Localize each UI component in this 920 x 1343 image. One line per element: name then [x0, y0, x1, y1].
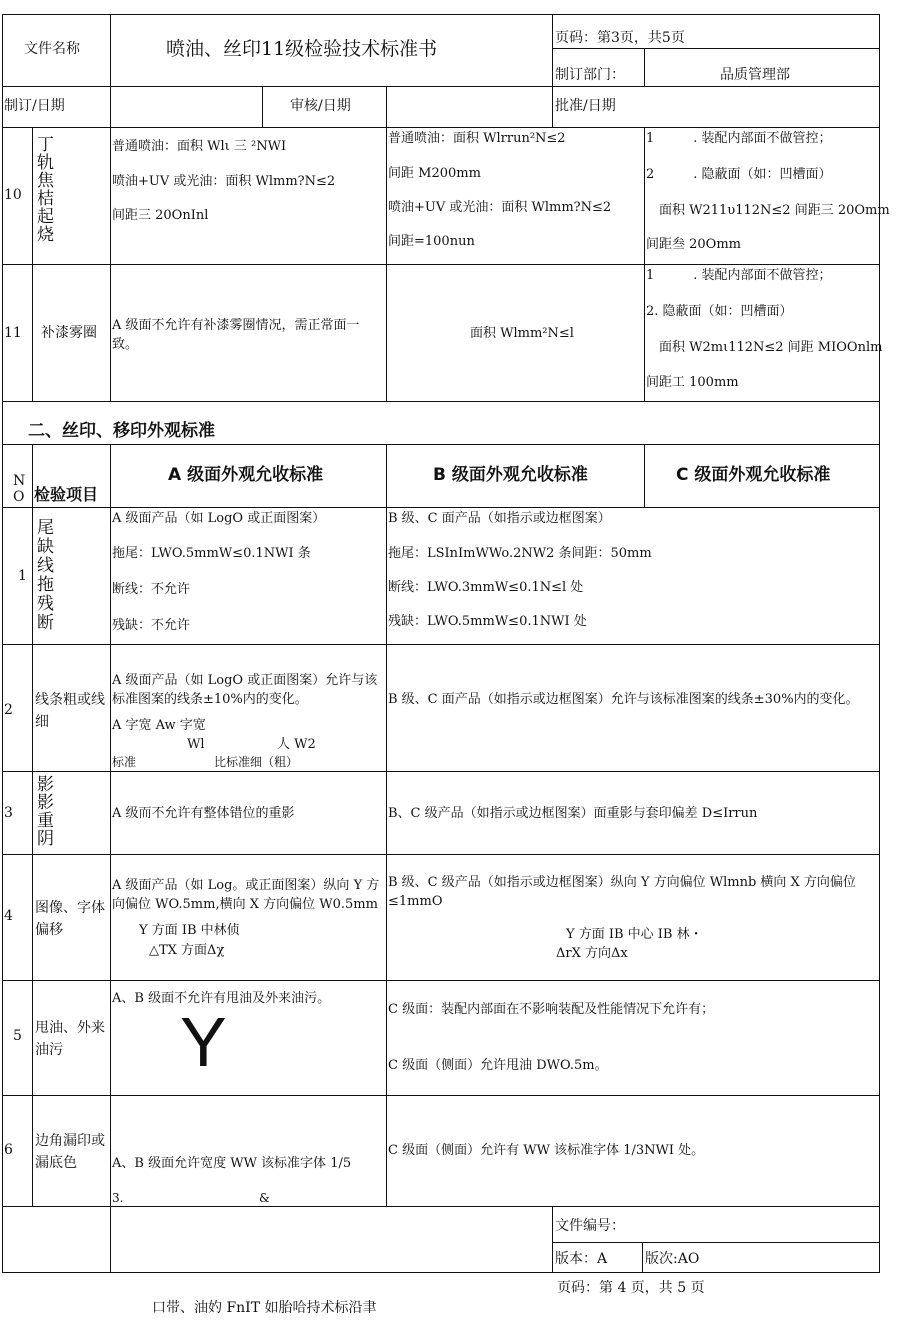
row-4-bc-text: B 级、C 级产品（如指示或边框图案）纵向 Y 方向偏位 Wlmnb 横向 X 方向偏位≤1mmO	[388, 875, 856, 909]
row-4-bc-sketch: Y 方面 IB 中心 IB 林・	[566, 927, 703, 942]
row-6-item: 边角漏印或漏底色	[35, 1133, 105, 1171]
row-5-y-mark: Y	[180, 1003, 227, 1081]
row-5-bc-line: C 级面（侧面）允许甩油 DWO.5m。	[388, 1058, 608, 1073]
row-4-a-sketch: △TX 方面Δχ	[149, 943, 225, 958]
review-label: 审核/日期	[290, 98, 351, 114]
row-3-no: 3	[4, 805, 13, 821]
row-2-no: 2	[4, 702, 13, 718]
document-title: 喷油、丝印11级检验技术标准书	[166, 38, 438, 60]
row-10-c-line: 2 . 隐蔽面（如：凹槽面）	[646, 167, 832, 182]
row-6-bc-text: C 级面（侧面）允许有 WW 该标准字体 1/3NWI 处。	[388, 1143, 705, 1158]
row-1-a-line: A 级面产品（如 LogO 或正面图案）	[112, 511, 326, 526]
revision-label: 版次:AO	[645, 1251, 700, 1267]
row-2-item: 线条粗或线细	[35, 692, 105, 730]
row-11-a-text: A 级面不允许有补漆雾圈情况，需正常面一致。	[112, 318, 360, 352]
row-5-bc-line: C 级面：装配内部面在不影响装配及性能情况下允许有；	[388, 1002, 715, 1017]
row-6-no: 6	[4, 1142, 13, 1158]
row-10-no: 10	[4, 187, 22, 203]
col-b-header: B 级面外观允收标准	[433, 465, 588, 485]
approve-label: 批准/日期	[555, 98, 616, 114]
row-2-bc-text: B 级、C 面产品（如指示或边框图案）允许与该标准图案的线条±30%内的变化。	[388, 692, 859, 707]
page-info-bottom: 页码：第 4 页，共 5 页	[557, 1280, 705, 1296]
row-5-item: 甩油、外来油污	[35, 1020, 105, 1058]
row-4-no: 4	[4, 908, 13, 924]
row-6-a-line: A、B 级面允许宽度 WW 该标准字体 1/5	[112, 1156, 352, 1171]
no-header-n: N	[13, 473, 26, 489]
row-4-bc-sketch: ΔrX 方向Δx	[556, 946, 628, 961]
row-1-a-line: 断线：不允许	[112, 582, 191, 597]
row-1-bc-line: 断线：LWO.3mmW≤0.1N≤l 处	[388, 580, 584, 595]
row-10-a-line: 喷油+UV 或光油：面积 Wlmm?N≤2	[112, 174, 336, 189]
row-5-no: 5	[13, 1028, 22, 1044]
row-10-b-line: 间距 M200mm	[388, 166, 481, 181]
dept-label: 制订部门：	[555, 67, 625, 83]
row-11-b-text: 面积 Wlmm²N≤l	[470, 326, 574, 341]
row-1-bc-line: 残缺：LWO.5mmW≤0.1NWI 处	[388, 614, 587, 629]
row-4-item: 图像、字体偏移	[35, 900, 105, 938]
made-by-label: 制订/日期	[4, 98, 65, 114]
version-label: 版本：A	[555, 1251, 608, 1267]
row-4-a-sketch: Y 方面 IB 中林侦	[139, 923, 240, 938]
row-2-a-sketch: 人 W2	[277, 737, 316, 752]
dept-value: 品质管理部	[720, 67, 790, 83]
section-2-title: 二、丝印、移印外观标准	[28, 421, 215, 441]
row-2-a-sketch: A 字宽 Aw 字宽	[112, 718, 206, 733]
row-2-a-sketch: 标准	[112, 755, 137, 769]
row-4-a-text: A 级面产品（如 Log。或正面图案）纵向 Y 方向偏位 WO.5mm,横向 X 方向偏位 W0.5mm	[112, 878, 380, 912]
row-11-c-line: 1 . 装配内部面不做管控；	[646, 268, 832, 283]
row-3-a-text: A 级而不允许有整体错位的重影	[112, 806, 295, 821]
row-11-item: 补漆雾圈	[41, 325, 97, 341]
no-header-o: O	[13, 489, 25, 505]
row-10-b-line: 普通喷油：面积 Wlrrun²N≤2	[388, 131, 566, 146]
row-11-c-line: 面积 W2mι112N≤2 间距 MIOOnlm	[646, 340, 883, 355]
row-11-no: 11	[4, 325, 22, 341]
row-10-c-line: 面积 W211υ112N≤2 间距三 20Omm	[646, 203, 890, 218]
row-1-a-line: 拖尾：LWO.5mmW≤0.1NWI 条	[112, 546, 311, 561]
row-1-bc-line: B 级、C 面产品（如指示或边框图案）	[388, 511, 611, 526]
row-5-a-text: A、B 级面不允许有甩油及外来油污。	[112, 991, 331, 1006]
row-1-a-line: 残缺：不允许	[112, 618, 191, 633]
row-11-c-line: 2. 隐蔽面（如：凹槽面）	[646, 304, 793, 319]
row-10-c-line: 1 . 装配内部面不做管控；	[646, 131, 832, 146]
file-name-label: 文件名称	[24, 41, 80, 57]
col-c-header: C 级面外观允收标准	[676, 465, 831, 485]
item-header: 检验项目	[34, 485, 99, 504]
row-2-a-text: A 级面产品（如 LogO 或正面图案）允许与该标准图案的线条±10%内的变化。	[112, 673, 378, 707]
row-1-bc-line: 拖尾：LSInImWWo.2NW2 条间距：50mm	[388, 546, 652, 561]
col-a-header: A 级面外观允收标准	[168, 465, 324, 485]
row-6-a-line: &	[259, 1191, 270, 1205]
page-info-top: 页码：第3页，共5页	[555, 30, 685, 46]
row-10-b-line: 喷油+UV 或光油：面积 Wlmm?N≤2	[388, 200, 612, 215]
row-10-b-line: 间距=100nun	[388, 234, 475, 249]
row-2-a-sketch: 比标准细（粗）	[214, 755, 299, 769]
row-11-c-line: 间距工 100mm	[646, 375, 739, 390]
row-3-bc-text: B、C 级产品（如指示或边框图案）面重影与套印偏差 D≤Irrun	[388, 806, 758, 821]
row-10-a-line: 间距三 20OnInl	[112, 208, 209, 223]
row-2-a-sketch: Wl	[187, 737, 205, 752]
doc-number-label: 文件编号：	[555, 1218, 625, 1234]
row-1-no: 1	[18, 568, 27, 584]
row-6-a-line: 3.	[112, 1191, 124, 1205]
row-10-c-line: 间距叁 20Omm	[646, 237, 741, 252]
next-page-title: 口带、油妁 FnIT 如胎哈持术标沿聿	[152, 1300, 377, 1316]
row-10-a-line: 普通喷油：面积 Wlι 三 ²NWI	[112, 139, 287, 154]
